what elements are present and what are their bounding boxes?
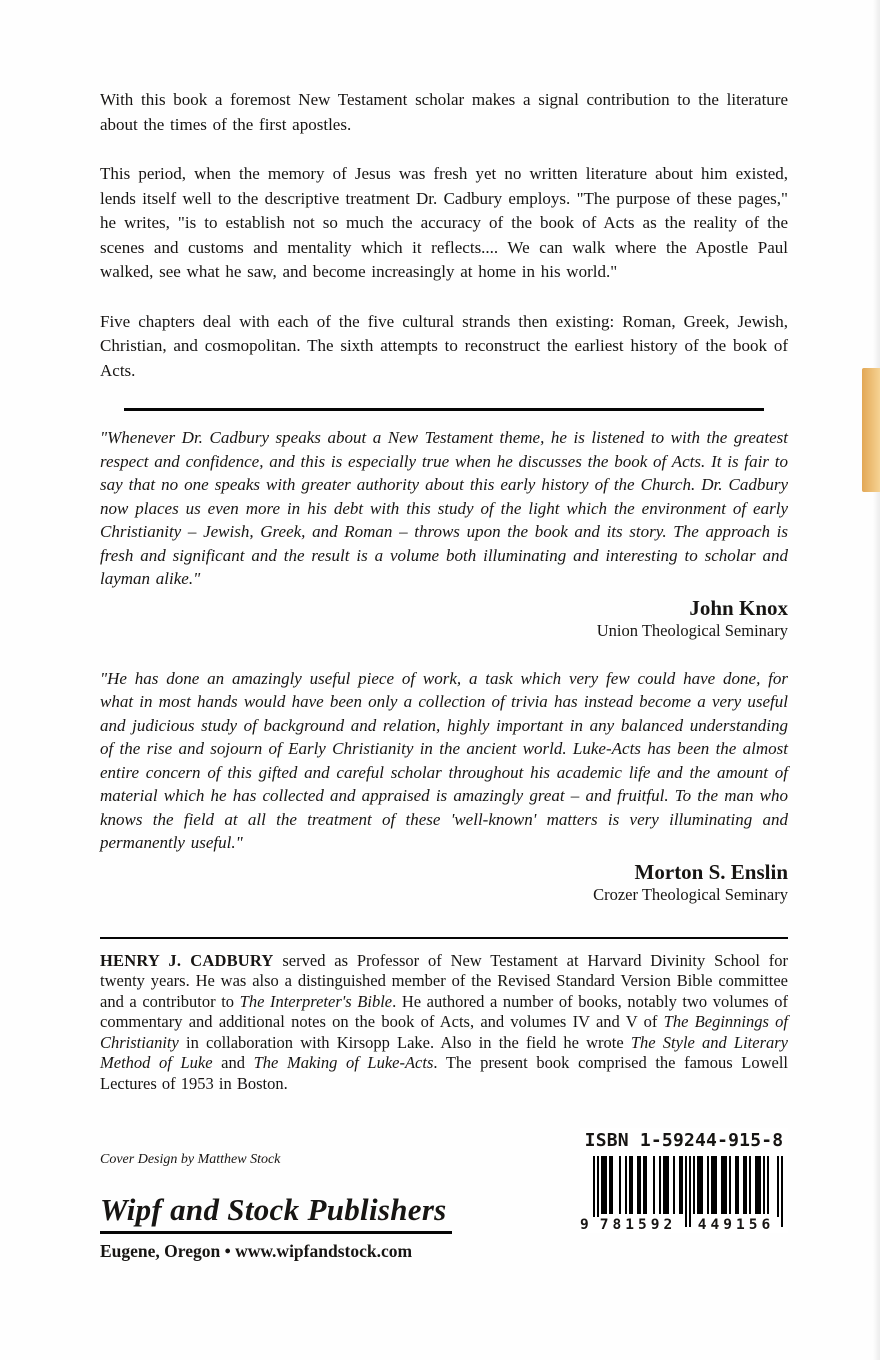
isbn-label: ISBN 1-59244-915-8 bbox=[584, 1130, 784, 1151]
barcode-digit-gap bbox=[683, 1217, 693, 1233]
bio-segment: in collaboration with Kirsopp Lake. Also in the field he wrote bbox=[178, 1032, 631, 1052]
endorsement-quote-knox: "Whenever Dr. Cadbury speaks about a New Testament theme, he is listened to with the greatest respect and confidence, and this is especially true when he discusses the book of Acts. It is fair to say that no one speaks with greater authority about this early history of the Church. Dr. Cadbury now places us even more in his debt with this study of the light which the environment of early Christianity – Jewish, Greek, and Roman – throws upon the book and its story. The approach is fresh and significant and the result is a volume both illuminating and interesting to scholar and layman alike." bbox=[100, 428, 788, 588]
endorser-affiliation: Crozer Theological Seminary bbox=[593, 884, 788, 904]
bio-segment: and bbox=[212, 1053, 254, 1072]
description-paragraph: This period, when the memory of Jesus was fresh yet no written literature about him existed, lends itself well to the descriptive treatment Dr. Cadbury employs. "The purpose of these pages," he writes, "is to establish not so much the accuracy of the book of Acts as the reality of the scenes and customs and mentality which it reflects.... We can walk where the Apostle Paul walked, see what he saw, and become increasingly at home in his world." bbox=[100, 164, 788, 281]
bio-segment: The Beginnings of Christianity bbox=[100, 1012, 789, 1052]
barcode-digit-group: 9 bbox=[580, 1217, 589, 1233]
isbn-barcode-block bbox=[580, 1128, 788, 1233]
bio-segment: served as Professor of New Testament at Harvard Divinity School for twenty years. He was also a distinguished member of the Revised Standard Version Bible committee and a contributor to bbox=[100, 950, 788, 1011]
publisher-name: Wipf and Stock Publishers bbox=[100, 1192, 447, 1227]
bio-segment: HENRY J. CADBURY bbox=[100, 950, 274, 970]
barcode-digit-group: 449156 bbox=[693, 1217, 779, 1233]
bottom-band bbox=[100, 1128, 788, 1262]
attribution-enslin bbox=[100, 860, 788, 905]
back-cover-text bbox=[100, 88, 788, 1094]
bio-segment: The Interpreter's Bible bbox=[239, 991, 393, 1011]
cover-design-credit: Cover Design by Matthew Stock bbox=[100, 1152, 281, 1167]
bio-segment: The Making of Luke-Acts bbox=[253, 1053, 434, 1072]
attribution-knox bbox=[100, 596, 788, 641]
divider-rule-bottom bbox=[100, 937, 788, 939]
publisher-block bbox=[100, 1128, 452, 1262]
barcode-digit-group: 781592 bbox=[593, 1217, 683, 1233]
publisher-underline bbox=[100, 1231, 452, 1234]
chapters-paragraph: Five chapters deal with each of the five cultural strands then existing: Roman, Greek, Jewish, Christian, and cosmopolitan. The sixth attempts to reconstruct the earliest history of the book of Acts. bbox=[100, 311, 788, 380]
endorsement-quote-enslin: "He has done an amazingly useful piece of work, a task which very few could have done, for what in most hands would have been only a collection of trivia has instead become a very useful and judicious study of background and relation, highly important in any balanced understanding of the rise and sojourn of Early Christianity in the ancient world. Luke-Acts has been the almost entire concern of this gifted and careful scholar throughout his academic life and the amount of material which he has collected and appraised is amazingly great – and fruitful. To the man who knows the field at all the treatment of these 'well-known' matters is very illuminating and permanently useful." bbox=[100, 668, 788, 852]
divider-rule-top bbox=[124, 408, 764, 411]
barcode-bar bbox=[781, 1156, 783, 1227]
bio-segment: . The present book comprised the famous Lowell Lectures of 1953 in Boston. bbox=[100, 1053, 789, 1093]
bio-segment: . He authored a number of books, notably two volumes of commentary and additional notes on the book of Acts, and volumes IV and V of bbox=[100, 991, 788, 1031]
intro-paragraph: With this book a foremost New Testament scholar makes a signal contribution to the literature about the times of the first apostles. bbox=[100, 90, 788, 134]
page-edge-shading bbox=[873, 0, 880, 1360]
endorser-affiliation: Union Theological Seminary bbox=[596, 620, 788, 640]
bio-segment: The Style and Literary Method of Luke bbox=[100, 1032, 788, 1072]
endorser-name: Morton S. Enslin bbox=[634, 859, 788, 884]
publisher-address: Eugene, Oregon • www.wipfandstock.com bbox=[100, 1241, 413, 1261]
spine-accent-stripe bbox=[862, 368, 880, 492]
author-bio bbox=[100, 951, 788, 1095]
barcode-digits bbox=[580, 1217, 788, 1233]
endorser-name: John Knox bbox=[689, 595, 788, 620]
